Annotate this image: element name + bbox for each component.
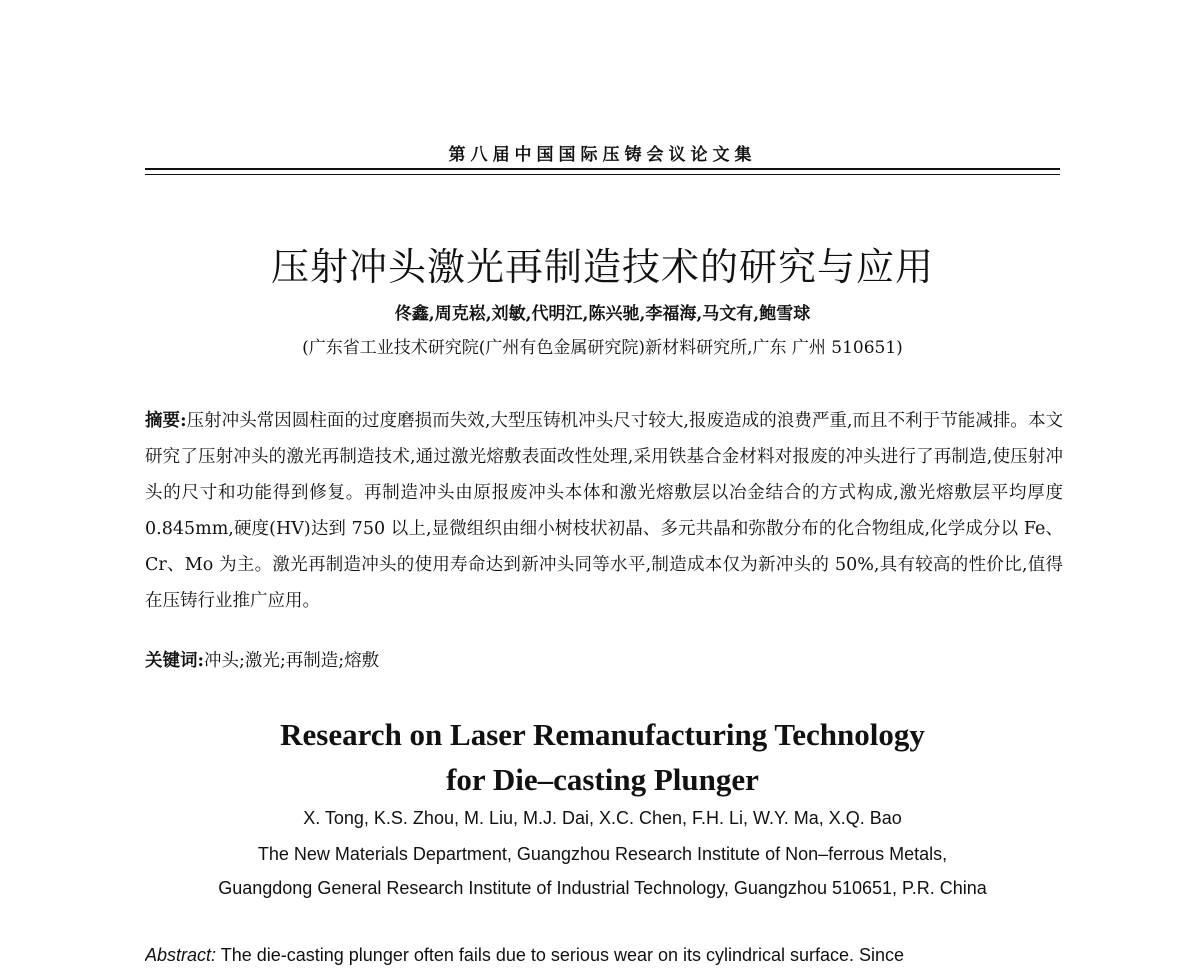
abstract-label: 摘要:: [145, 411, 187, 431]
english-affiliation: [145, 837, 1060, 905]
english-title-line2: for Die–casting Plunger: [446, 762, 759, 797]
english-title-line1: Research on Laser Remanufacturing Technology: [280, 717, 925, 752]
chinese-keywords: [145, 643, 1063, 679]
english-abstract-label: Abstract:: [145, 945, 217, 965]
keywords-label: 关键词:: [145, 651, 204, 671]
chinese-abstract: [145, 403, 1063, 619]
english-authors: X. Tong, K.S. Zhou, M. Liu, M.J. Dai, X.C. Chen, F.H. Li, W.Y. Ma, X.Q. Bao: [303, 808, 902, 828]
chinese-authors: 佟鑫,周克崧,刘敏,代明江,陈兴驰,李福海,马文有,鲍雪球: [394, 304, 811, 324]
english-abstract: [145, 940, 1063, 970]
abstract-text: 压射冲头常因圆柱面的过度磨损而失效,大型压铸机冲头尺寸较大,报废造成的浪费严重,而且不利于节能减排。本文研究了压射冲头的激光再制造技术,通过激光熔敷表面改性处理,采用铁基合金材料对报废的冲头进行了再制造,使压射冲头的尺寸和功能得到修复。再制造冲头由原报废冲头本体和激光熔敷层以冶金结合的方式构成,激光熔敷层平均厚度 0.845mm,硬度(HV)达到 750 以上,显微组织由细小树枝状初晶、多元共晶和弥散分布的化合物组成,化学成分以 Fe、Cr、Mo 为主。激光再制造冲头的使用寿命达到新冲头同等水平,制造成本仅为新冲头的 50%,具有较高的性价比,值得在压铸行业推广应用。: [145, 411, 1063, 611]
running-header: 第八届中国国际压铸会议论文集: [448, 145, 757, 165]
header-rule-thin: [145, 174, 1060, 175]
chinese-affiliation: (广东省工业技术研究院(广州有色金属研究院)新材料研究所,广东 广州 510651): [302, 338, 903, 358]
header-rule: [145, 168, 1060, 170]
english-abstract-text: The die-casting plunger often fails due to serious wear on its cylindrical surface. Since: [220, 945, 905, 965]
english-affiliation-line1: The New Materials Department, Guangzhou Research Institute of Non–ferrous Metals,: [257, 844, 948, 864]
english-title: [145, 712, 1060, 802]
chinese-title: 压射冲头激光再制造技术的研究与应用: [270, 245, 934, 289]
english-affiliation-line2: Guangdong General Research Institute of Industrial Technology, Guangzhou 510651, P.R. China: [218, 878, 987, 898]
keywords-text: 冲头;激光;再制造;熔敷: [203, 651, 380, 671]
